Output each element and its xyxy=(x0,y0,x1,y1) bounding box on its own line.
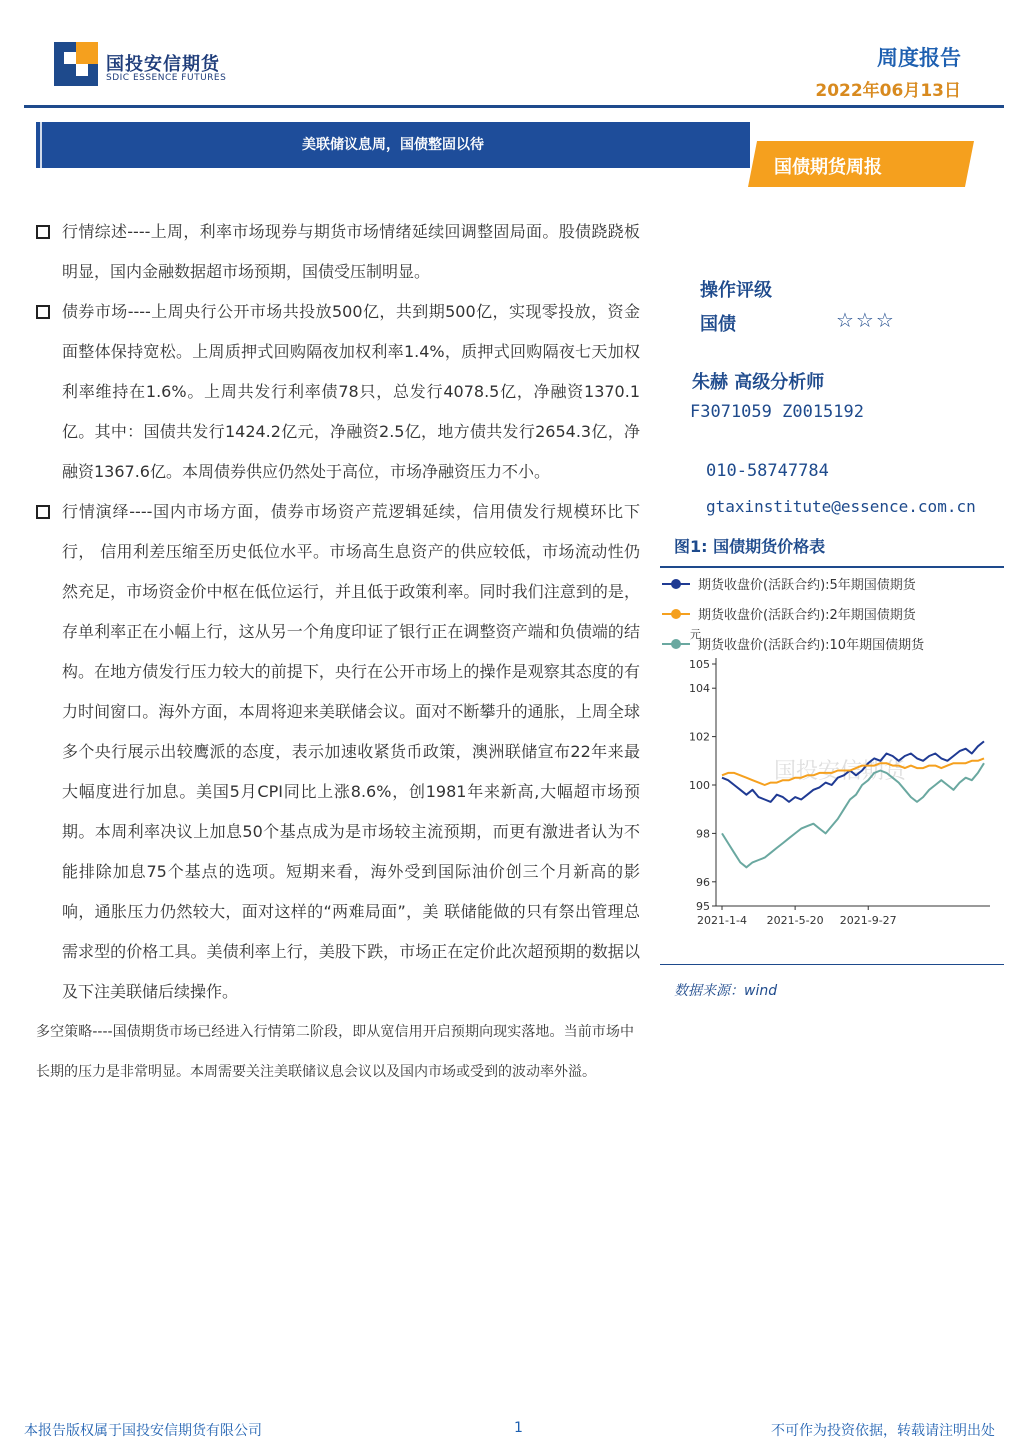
section-strategy: 多空策略----国债期货市场已经进入行情第二阶段，即从宽信用开启预期向现实落地。当前市场中长期的压力是非常明显。本周需要关注美联储议息会议以及国内市场或受到的波动率外溢。 xyxy=(36,1024,634,1080)
report-type: 周度报告 xyxy=(877,46,961,70)
section-heading: 债券市场 xyxy=(62,302,128,321)
contact-phone: 010-58747784 xyxy=(706,461,829,481)
legend-marker xyxy=(671,639,681,649)
legend-marker xyxy=(671,609,681,619)
y-tick-label: 96 xyxy=(696,875,710,889)
section-text: ----上周央行公开市场共投放500亿，共到期500亿，实现零投放，资金面整体保持宽松。上周质押式回购隔夜加权利率1.4%，质押式回购隔夜七天加权利率维持在1.6%。上周共发行利率债78只，总发行4078.5亿，净融资1370.1亿。其中：国债共发行1424.2亿元，净融资2.5亿，地方债共发行2654.3亿，净融资1367.6亿。本周债券供应仍然处于高位，市场净融资压力不小。 xyxy=(62,302,640,481)
report-tag-label: 国债期货周报 xyxy=(774,157,882,178)
y-tick-label: 102 xyxy=(689,730,710,744)
section-text: ----上周，利率市场现券与期货市场情绪延续回调整固局面。股债跷跷板明显，国内金融数据超市场预期，国债受压制明显。 xyxy=(62,222,640,281)
section-market-interpretation xyxy=(36,492,640,1012)
price-chart xyxy=(660,570,1004,962)
company-logo xyxy=(54,42,234,88)
chart-legend xyxy=(662,577,925,653)
contact-email[interactable]: gtaxinstitute@essence.com.cn xyxy=(706,497,976,516)
analyst-name: 朱赫 高级分析师 xyxy=(692,372,825,393)
rating-stars-icon: ☆☆☆ xyxy=(836,308,896,332)
section-market-summary xyxy=(36,212,640,292)
logo-text-en: SDIC ESSENCE FUTURES xyxy=(106,73,227,83)
checkbox-bullet-icon xyxy=(36,225,50,239)
section-bond-market xyxy=(36,292,640,492)
logo-text-cn: 国投安信期货 xyxy=(106,54,220,75)
chart-axes xyxy=(689,658,990,927)
data-source: 数据来源：wind xyxy=(674,983,778,999)
header-divider xyxy=(24,105,1004,108)
x-tick-label: 2021-1-4 xyxy=(697,914,747,927)
analyst-certificates: F3071059 Z0015192 xyxy=(690,402,864,422)
footer-disclaimer: 不可作为投资依据，转载请注明出处 xyxy=(771,1423,995,1439)
figure-divider-bottom xyxy=(660,964,1004,965)
report-date: 2022年06月13日 xyxy=(815,81,961,101)
footer-copyright: 本报告版权属于国投安信期货有限公司 xyxy=(24,1423,262,1439)
legend-marker xyxy=(671,579,681,589)
section-heading: 行情演绎 xyxy=(62,502,130,521)
x-tick-label: 2021-5-20 xyxy=(766,914,824,927)
series-line-5y xyxy=(722,741,984,802)
figure-title: 图1: 国债期货价格表 xyxy=(674,537,826,556)
legend-label: 期货收盘价(活跃合约):10年期国债期货 xyxy=(698,638,925,653)
checkbox-bullet-icon xyxy=(36,505,50,519)
y-unit-label: 元 xyxy=(690,628,701,641)
legend-label: 期货收盘价(活跃合约):2年期国债期货 xyxy=(698,608,916,623)
logo-mark-icon xyxy=(54,42,98,86)
section-text: ----国内市场方面，债券市场资产荒逻辑延续，信用债发行规模环比下行， 信用利差压缩至历史低位水平。市场高生息资产的供应较低，市场流动性仍然充足，市场资金价中枢在低位运行，并且低于政策利率。同时我们注意到的是，存单利率正在小幅上行，这从另一个角度印证了银行正在调整资产端和负债端的结构。在地方债发行压力较大的前提下，央行在公开市场上的操作是观察其态度的有力时间窗口。海外方面，本周将迎来美联储会议。面对不断攀升的通胀，上周全球多个央行展示出较鹰派的态度，表示加速收紧货币政策，澳洲联储宣布22年来最大幅度进行加息。美国5月CPI同比上涨8.6%，创1981年来新高,大幅超市场预期。本周利率决议上加息50个基点成为是市场较主流预期，而更有激进者认为不能排除加息75个基点的选项。短期来看，海外受到国际油价创三个月新高的影响，通胀压力仍然较大，面对这样的“两难局面”，美 联储能做的只有祭出管理总需求型的价格工具。美债利率上行，美股下跌，市场正在定价此次超预期的数据以及下注美联储后续操作。 xyxy=(62,502,640,1001)
rating-item: 国债 xyxy=(700,314,736,335)
y-tick-label: 104 xyxy=(689,682,710,696)
x-tick-label: 2021-9-27 xyxy=(839,914,897,927)
y-tick-label: 100 xyxy=(689,779,710,792)
section-heading: 行情综述 xyxy=(62,222,128,241)
y-tick-label: 98 xyxy=(696,827,710,841)
legend-label: 期货收盘价(活跃合约):5年期国债期货 xyxy=(698,578,916,593)
report-body xyxy=(36,212,640,1092)
figure-divider-top xyxy=(660,566,1004,568)
y-tick-label: 105 xyxy=(689,658,710,671)
y-tick-label: 95 xyxy=(696,900,710,913)
rating-label: 操作评级 xyxy=(700,280,772,301)
page-number: 1 xyxy=(514,1420,523,1436)
report-title: 美联储议息周，国债整固以待 xyxy=(302,137,484,153)
chart-watermark: 国投安信期货 xyxy=(774,759,907,784)
checkbox-bullet-icon xyxy=(36,305,50,319)
